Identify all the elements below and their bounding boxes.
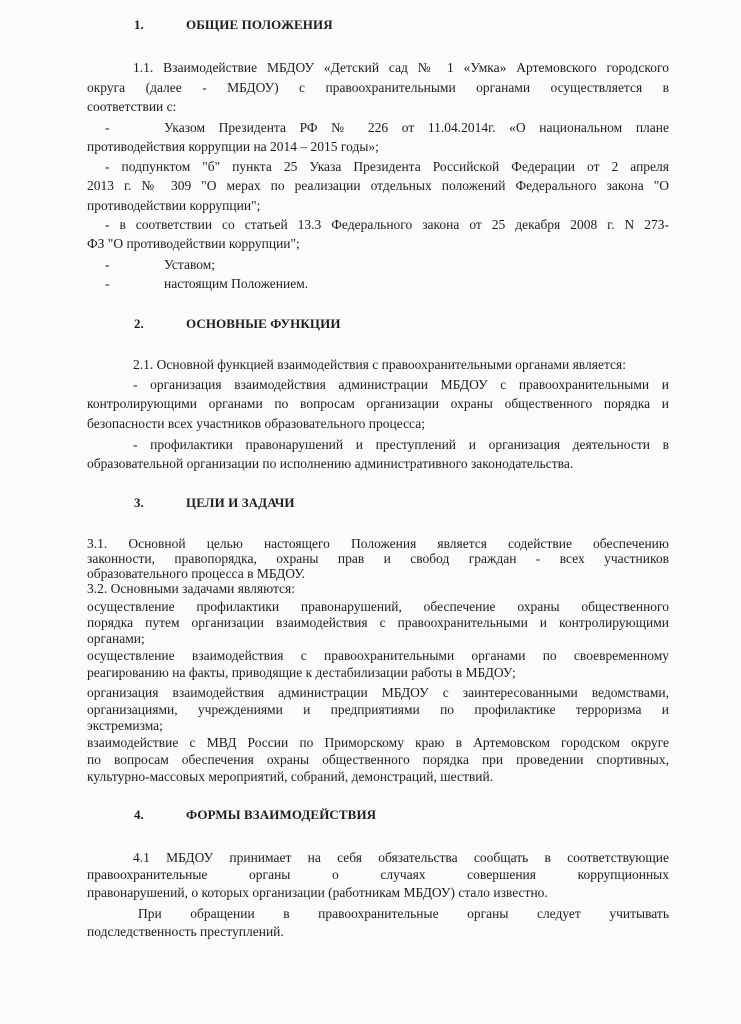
paragraph-line: - в соответствии со статьей 13.3 Федерального закона от 25 декабря 2008 г. N 273-: [105, 217, 669, 232]
paragraph-line: ФЗ "О противодействии коррупции";: [87, 236, 300, 251]
paragraph-line: 3.2. Основными задачами являются:: [87, 581, 295, 596]
paragraph-line: - организация взаимодействия администрации МБДОУ с правоохранительными и: [133, 377, 669, 392]
paragraph-line: подследственность преступлений.: [87, 924, 284, 939]
paragraph-line: правонарушений, о которых организации (работникам МБДОУ) стало известно.: [87, 885, 548, 900]
paragraph-line: соответствии с:: [87, 99, 177, 114]
section-title: ОСНОВНЫЕ ФУНКЦИИ: [186, 316, 341, 331]
paragraph-line: культурно-массовых мероприятий, собраний, демонстраций, шествий.: [87, 769, 494, 784]
paragraph-line: организациями, учреждениями и предприятиями по профилактике терроризма и: [87, 702, 669, 717]
section-heading-3: [134, 495, 295, 511]
paragraph-line: При обращении в правоохранительные органы следует учитывать: [138, 906, 669, 921]
paragraph-line: округа (далее - МБДОУ) с правоохранительными органами осуществляется в: [87, 80, 669, 95]
paragraph-line: противодействии коррупции";: [87, 198, 261, 213]
paragraph-line: законности, правопорядка, охраны прав и свобод граждан - всех участников: [87, 551, 669, 566]
section-number: 4.: [134, 807, 144, 822]
paragraph-line: порядка путем организации взаимодействия с правоохранительными и контролирующими: [87, 615, 669, 630]
list-item-text: Уставом;: [164, 257, 216, 272]
paragraph-line: по вопросам обеспечения охраны общественного порядка при проведении спортивных,: [87, 752, 669, 767]
section-number: 3.: [134, 495, 144, 510]
paragraph-line: правоохранительные органы о случаях совершения коррупционных: [87, 867, 669, 882]
paragraph-line: 3.1. Основной целью настоящего Положения является содействие обеспечению: [87, 536, 669, 551]
list-dash: -: [105, 120, 110, 135]
paragraph-line: контролирующими органами по вопросам организации охраны общественного порядка и: [87, 396, 669, 411]
paragraph-line: безопасности всех участников образовательного процесса;: [87, 416, 425, 431]
section-title: ЦЕЛИ И ЗАДАЧИ: [186, 495, 295, 510]
paragraph-line: организация взаимодействия администрации МБДОУ с заинтересованными ведомствами,: [87, 685, 669, 700]
paragraph-line: 2013 г. № 309 "О мерах по реализации отдельных положений Федерального закона "О: [87, 178, 669, 193]
paragraph-line: 1.1. Взаимодействие МБДОУ «Детский сад № 1 «Умка» Артемовского городского: [133, 60, 669, 75]
paragraph-line: осуществление взаимодействия с правоохранительными органами по своевременному: [87, 648, 669, 663]
list-item-text: Указом Президента РФ № 226 от 11.04.2014г. «О национальном плане: [164, 120, 669, 135]
paragraph-line: взаимодействие с МВД России по Приморскому краю в Артемовском городском округе: [87, 735, 669, 750]
list-item-text: настоящим Положением.: [164, 276, 309, 291]
paragraph-line: экстремизма;: [87, 718, 163, 733]
list-item: [105, 276, 669, 291]
list-item: [105, 120, 669, 135]
section-heading-2: [134, 316, 341, 332]
section-number: 2.: [134, 316, 144, 331]
paragraph-line: - подпунктом "б" пункта 25 Указа Президента Российской Федерации от 2 апреля: [105, 159, 669, 174]
paragraph-line: осуществление профилактики правонарушений, обеспечение охраны общественного: [87, 599, 669, 614]
list-item: [105, 257, 669, 272]
paragraph-line: образовательной организации по исполнению административного законодательства.: [87, 456, 574, 471]
paragraph-line: органами;: [87, 631, 145, 646]
list-dash: -: [105, 276, 110, 291]
paragraph-line: реагированию на факты, приводящие к дестабилизации работы в МБДОУ;: [87, 665, 516, 680]
paragraph-line: образовательного процесса в МБДОУ.: [87, 566, 306, 581]
paragraph-line: - профилактики правонарушений и преступлений и организация деятельности в: [133, 437, 669, 452]
section-title: ОБЩИЕ ПОЛОЖЕНИЯ: [186, 17, 333, 32]
section-heading-1: [134, 17, 333, 33]
list-dash: -: [105, 257, 110, 272]
section-number: 1.: [134, 17, 144, 32]
paragraph-line: 2.1. Основной функцией взаимодействия с правоохранительными органами является:: [133, 357, 626, 372]
section-title: ФОРМЫ ВЗАИМОДЕЙСТВИЯ: [186, 807, 377, 822]
section-heading-4: [134, 807, 376, 823]
paragraph-line: 4.1 МБДОУ принимает на себя обязательства сообщать в соответствующие: [133, 850, 669, 865]
paragraph-line: противодействия коррупции на 2014 – 2015 годы»;: [87, 139, 379, 154]
